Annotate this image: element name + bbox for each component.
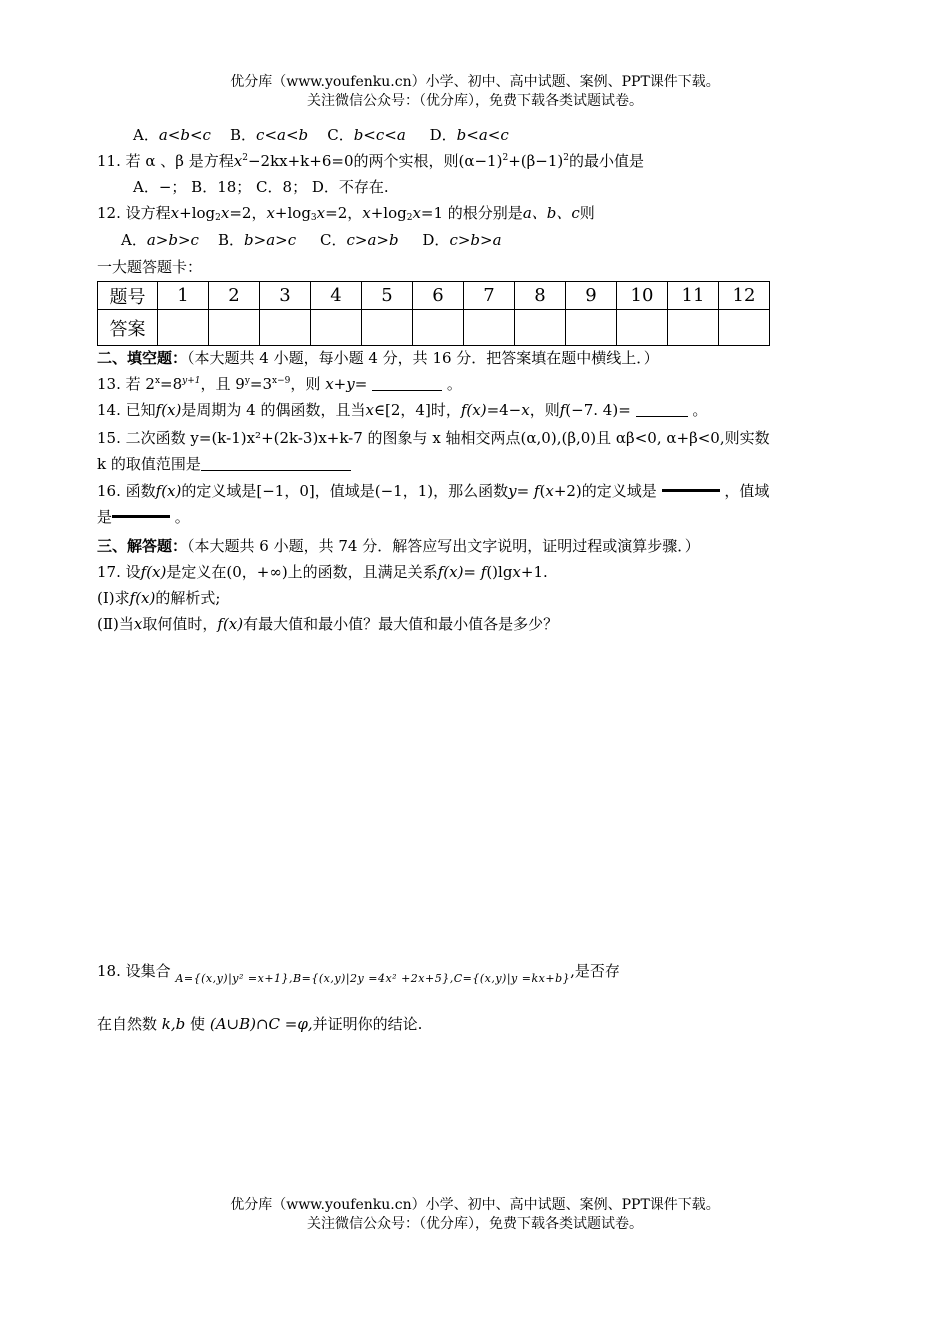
question-number: 17. — [97, 563, 121, 581]
q11-choices: A．−； B．18； C．8； D．不存在. — [133, 178, 389, 196]
text: 。 — [174, 508, 190, 526]
text: k,b — [161, 1015, 186, 1033]
text: x — [412, 204, 421, 222]
text: = — [354, 375, 368, 393]
q10-choices — [133, 124, 509, 146]
text: 的两个实根，则(α−1) — [353, 152, 503, 170]
answer-card-table — [97, 281, 770, 346]
text: x — [133, 615, 143, 633]
text: 取何值时， — [142, 615, 218, 633]
text: 2 — [242, 153, 248, 163]
q12-choices — [121, 229, 502, 251]
answer-cell[interactable] — [362, 310, 413, 346]
footer-line-1: 优分库（www.youfenku.cn）小学、初中、高中试题、案例、PPT课件下载。 — [230, 1197, 720, 1213]
text: f(x) — [155, 482, 182, 500]
q13 — [97, 373, 462, 395]
text: a、b、c — [522, 204, 580, 222]
text: 2 — [215, 213, 221, 223]
text: x−9 — [272, 376, 291, 386]
text: 2 — [406, 213, 413, 223]
text: (A∪B)∩C =φ, — [209, 1015, 313, 1033]
section-title: 二、填空题： — [97, 349, 188, 367]
text: 设方程 — [125, 204, 171, 222]
text: 已知 — [125, 401, 156, 419]
number-cell: 2 — [209, 282, 260, 310]
text: 3 — [310, 213, 317, 223]
q18-line-2 — [97, 1013, 422, 1035]
text: x — [170, 204, 180, 222]
answer-card-title: 一大题答题卡： — [97, 258, 203, 276]
number-cell: 9 — [566, 282, 617, 310]
text: 二次函数 y=(k-1)x²+(2k-3)x+k-7 的图象与 x 轴相交两点(α,0),(β,0)且 αβ<0, α+β<0,则实数 — [125, 429, 770, 447]
q16-line-1 — [97, 479, 769, 502]
number-cell: 11 — [668, 282, 719, 310]
text: 有最大值和最小值？最大值和最小值各是多少？ — [243, 615, 559, 633]
text: =8 — [160, 375, 183, 393]
text: f — [559, 401, 566, 419]
answer-blank[interactable] — [112, 505, 170, 518]
choice-expr: a<b<c — [158, 126, 211, 144]
q11-stem — [97, 150, 644, 172]
choice-label: C． — [327, 126, 354, 144]
question-number: 14. — [97, 401, 121, 419]
choice-expr: c<a<b — [256, 126, 309, 144]
text: 。 — [692, 401, 708, 419]
answer-cell[interactable] — [209, 310, 260, 346]
text: y — [244, 376, 250, 386]
text: y= f — [508, 482, 540, 500]
choice-expr: b>a>c — [244, 231, 297, 249]
text: x — [365, 401, 374, 419]
text: 设 — [125, 563, 141, 581]
answer-card-number-row — [98, 282, 770, 310]
text: ，则 — [529, 401, 560, 419]
text: ，值域 — [724, 482, 770, 500]
choice-label: A． — [133, 126, 159, 144]
answer-cell[interactable] — [413, 310, 464, 346]
number-cell: 10 — [617, 282, 668, 310]
question-number: 15. — [97, 429, 121, 447]
answer-cell[interactable] — [158, 310, 209, 346]
text: =2， — [229, 204, 267, 222]
footer-line-2: 关注微信公众号：（优分库），免费下载各类试题试卷。 — [307, 1216, 643, 1232]
number-cell: 5 — [362, 282, 413, 310]
text: x — [512, 563, 521, 581]
text: 则 — [579, 204, 595, 222]
text: ∈[2，4]时， — [373, 401, 461, 419]
question-number: 18. — [97, 962, 121, 980]
q15-line-1 — [97, 427, 770, 449]
answer-blank[interactable] — [662, 479, 720, 492]
answer-blank[interactable] — [201, 454, 351, 471]
text: 2 — [563, 153, 569, 163]
answer-cell[interactable] — [719, 310, 770, 346]
text: =4− — [486, 401, 522, 419]
text: x — [220, 204, 230, 222]
q17-part-2 — [97, 613, 558, 635]
text: 是 — [97, 508, 113, 526]
choice-expr: a>b>c — [146, 231, 199, 249]
text: 。 — [446, 375, 462, 393]
text: ,是否存 — [570, 962, 620, 980]
q15-line-2 — [97, 453, 351, 475]
set-definitions: A={(x,y)|y² =x+1},B={(x,y)|2y =4x² +2x+5},C={(x,y)|y =kx+b} — [175, 972, 571, 985]
section-2-heading — [97, 347, 659, 369]
number-cell: 1 — [158, 282, 209, 310]
q12-stem — [97, 202, 595, 224]
choice-expr: c>a>b — [346, 231, 399, 249]
question-number: 12. — [97, 204, 121, 222]
answer-cell[interactable] — [515, 310, 566, 346]
choice-expr: b<a<c — [456, 126, 509, 144]
text: +log — [274, 204, 311, 222]
text: 若 α 、β 是方程 — [125, 152, 234, 170]
number-cell: 7 — [464, 282, 515, 310]
text: 是定义在(0，+∞)上的函数，且满足关系 — [166, 563, 438, 581]
text: 的最小值是 — [568, 152, 644, 170]
q18-line-1 — [97, 960, 620, 990]
text: f(x) — [155, 401, 182, 419]
number-cell: 3 — [260, 282, 311, 310]
section-desc: （本大题共 6 小题，共 74 分．解答应写出文字说明，证明过程或演算步骤．） — [187, 537, 700, 555]
question-number: 11. — [97, 152, 121, 170]
text: x — [154, 376, 161, 386]
header-line-2: 关注微信公众号：（优分库），免费下载各类试题试卷。 — [307, 93, 643, 109]
answer-blank[interactable] — [636, 400, 688, 417]
text: f(x) — [129, 589, 156, 607]
text: ( — [539, 482, 546, 500]
text: 使 — [190, 1015, 206, 1033]
text: 2 — [502, 153, 509, 163]
number-cell: 6 — [413, 282, 464, 310]
question-number: 13. — [97, 375, 121, 393]
text: (−7. 4)= — [565, 401, 631, 419]
row-header: 答案 — [98, 310, 158, 346]
answer-cell[interactable] — [566, 310, 617, 346]
text: x — [233, 152, 243, 170]
choice-label: A． — [121, 231, 147, 249]
text: ()lg — [486, 563, 513, 581]
text: f(x) — [460, 401, 487, 419]
section-desc: （本大题共 4 小题，每小题 4 分，共 16 分．把答案填在题中横线上．） — [187, 349, 659, 367]
text: x+y — [325, 375, 355, 393]
choice-label: D． — [429, 126, 457, 144]
text: =1 的根分别是 — [420, 204, 523, 222]
text: (Ⅰ)求 — [97, 589, 130, 607]
text: =3 — [249, 375, 273, 393]
text: +log — [370, 204, 407, 222]
text: f(x)= f — [437, 563, 487, 581]
text: +log — [179, 204, 216, 222]
section-title: 三、解答题： — [97, 537, 188, 555]
text: x — [521, 401, 530, 419]
choice-label: C． — [319, 231, 347, 249]
text: y+1 — [182, 376, 201, 386]
answer-cell[interactable] — [617, 310, 668, 346]
q17-stem — [97, 561, 548, 583]
text: x — [266, 204, 275, 222]
text: +1. — [520, 563, 548, 581]
row-header: 题号 — [98, 282, 158, 310]
number-cell: 8 — [515, 282, 566, 310]
text: +2)的定义域是 — [553, 482, 657, 500]
text: x — [545, 482, 554, 500]
answer-card-answer-row — [98, 310, 770, 346]
number-cell: 4 — [311, 282, 362, 310]
text: 的解析式; — [155, 589, 221, 607]
text: f(x) — [217, 615, 244, 633]
text: (Ⅱ)当 — [97, 615, 134, 633]
q16-line-2 — [97, 505, 190, 528]
choice-label: D． — [422, 231, 450, 249]
text: 并证明你的结论. — [312, 1015, 423, 1033]
q14 — [97, 399, 707, 421]
answer-cell[interactable] — [260, 310, 311, 346]
text: 是周期为 4 的偶函数，且当 — [181, 401, 366, 419]
section-3-heading — [97, 535, 700, 557]
text: 在自然数 — [97, 1015, 158, 1033]
text: 设集合 — [125, 962, 171, 980]
answer-cell[interactable] — [668, 310, 719, 346]
text: x — [316, 204, 326, 222]
answer-cell[interactable] — [311, 310, 362, 346]
text: k 的取值范围是 — [97, 455, 201, 473]
choice-expr: c>b>a — [449, 231, 502, 249]
q17-part-1 — [97, 587, 220, 609]
choice-expr: b<c<a — [353, 126, 406, 144]
text: 若 2 — [125, 375, 155, 393]
text: f(x) — [140, 563, 167, 581]
text: =2， — [325, 204, 363, 222]
header-line-1: 优分库（www.youfenku.cn）小学、初中、高中试题、案例、PPT课件下载。 — [230, 74, 720, 90]
number-cell: 12 — [719, 282, 770, 310]
text: 函数 — [125, 482, 156, 500]
choice-label: B． — [230, 126, 257, 144]
answer-cell[interactable] — [464, 310, 515, 346]
text: +(β−1) — [508, 152, 564, 170]
text: ，且 9 — [200, 375, 245, 393]
question-number: 16. — [97, 482, 121, 500]
choice-label: B． — [218, 231, 245, 249]
answer-blank[interactable] — [372, 374, 442, 391]
text: 的定义域是[−1，0]，值域是(−1，1)，那么函数 — [181, 482, 509, 500]
text: −2kx+k+6=0 — [247, 152, 354, 170]
text: x — [362, 204, 371, 222]
text: ，则 — [290, 375, 321, 393]
